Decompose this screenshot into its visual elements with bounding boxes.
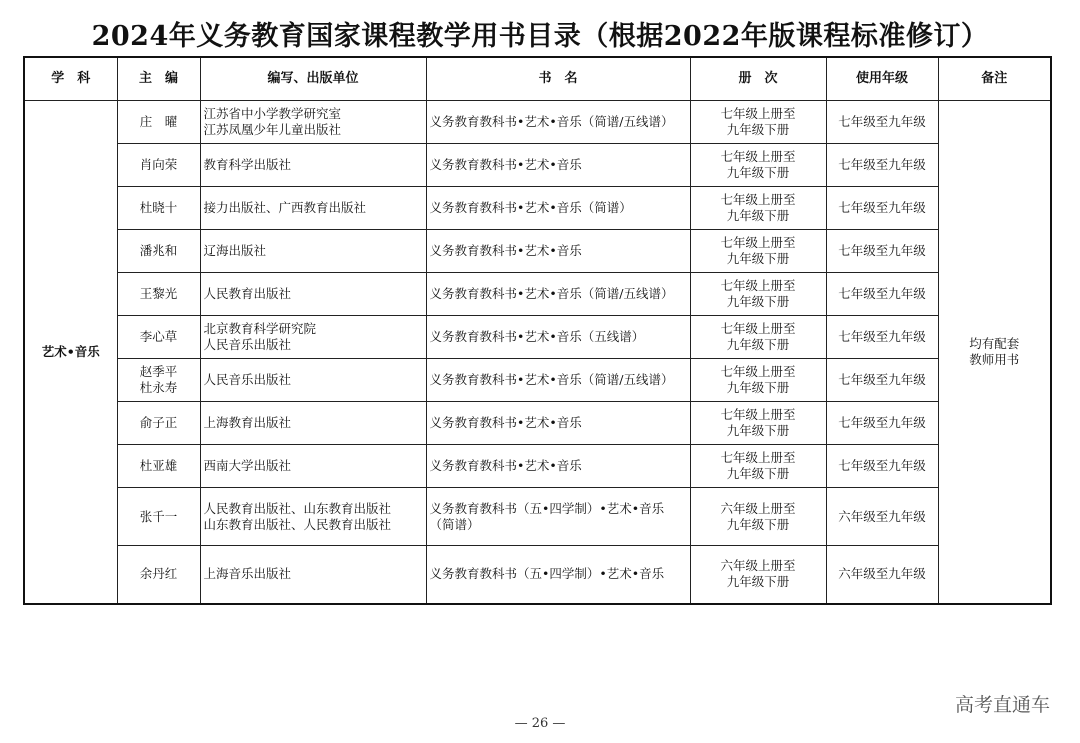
remark-cell: [938, 101, 1051, 604]
editor-cell: [117, 546, 200, 604]
grade-cell: 七年级至九年级: [826, 402, 938, 445]
publisher-cell: [200, 273, 426, 316]
watermark: 高考直通车: [954, 694, 1050, 716]
editor-name: 杜晓十: [139, 200, 178, 215]
book-title-cell: 义务教育教科书•艺术•音乐: [426, 402, 690, 445]
header-volume: 册 次: [690, 57, 826, 101]
volume-cell: [690, 402, 826, 445]
editor-cell: [117, 488, 200, 546]
table-row: [24, 144, 1051, 187]
volume-line: 七年级上册至: [720, 321, 796, 336]
volume-line: 七年级上册至: [720, 149, 796, 164]
volume-line: 九年级下册: [726, 423, 790, 438]
publisher-cell: [200, 402, 426, 445]
table-row: [24, 316, 1051, 359]
volume-line: 九年级下册: [726, 208, 790, 223]
book-title-cell: 义务教育教科书（五•四学制）•艺术•音乐: [426, 546, 690, 604]
volume-line: 九年级下册: [726, 466, 790, 481]
publisher-cell: [200, 144, 426, 187]
volume-line: 九年级下册: [726, 516, 790, 532]
publisher-name: 山东教育出版社、人民教育出版社: [203, 516, 392, 532]
grade-cell: 七年级至九年级: [826, 144, 938, 187]
grade-cell: 七年级至九年级: [826, 316, 938, 359]
volume-line: 七年级上册至: [720, 407, 796, 422]
editor-name: 李心草: [139, 329, 178, 344]
editor-name: 俞子正: [139, 415, 178, 430]
grade-cell: 七年级至九年级: [826, 359, 938, 402]
volume-cell: [690, 316, 826, 359]
editor-cell: [117, 359, 200, 402]
book-title-cell: 义务教育教科书（五•四学制）•艺术•音乐（简谱）: [426, 488, 690, 546]
header-grade: 使用年级: [826, 57, 938, 101]
book-title-cell: 义务教育教科书•艺术•音乐（简谱）: [426, 187, 690, 230]
publisher-name: 江苏凤凰少年儿童出版社: [203, 122, 342, 137]
editor-name: 余丹红: [139, 566, 178, 582]
publisher-name: 西南大学出版社: [203, 458, 292, 473]
volume-cell: [690, 187, 826, 230]
table-header-row: [24, 57, 1051, 101]
grade-cell: 七年级至九年级: [826, 230, 938, 273]
editor-cell: [117, 144, 200, 187]
book-title-cell: 义务教育教科书•艺术•音乐（简谱/五线谱）: [426, 359, 690, 402]
subject-cell: 艺术•音乐: [24, 101, 117, 604]
volume-cell: [690, 546, 826, 604]
book-title-cell: 义务教育教科书•艺术•音乐（简谱/五线谱）: [426, 101, 690, 144]
publisher-cell: [200, 316, 426, 359]
book-title-cell: 义务教育教科书•艺术•音乐（简谱/五线谱）: [426, 273, 690, 316]
editor-name: 王黎光: [139, 286, 178, 301]
volume-line: 七年级上册至: [720, 364, 796, 379]
volume-cell: [690, 230, 826, 273]
book-title-cell: 义务教育教科书•艺术•音乐: [426, 230, 690, 273]
volume-line: 九年级下册: [726, 122, 790, 137]
editor-name: 赵季平: [139, 364, 178, 379]
volume-cell: [690, 273, 826, 316]
header-publisher: 编写、出版单位: [200, 57, 426, 101]
volume-line: 九年级下册: [726, 294, 790, 309]
editor-cell: [117, 273, 200, 316]
remark-line: 均有配套: [969, 335, 1020, 351]
publisher-cell: [200, 488, 426, 546]
book-title-cell: 义务教育教科书•艺术•音乐: [426, 445, 690, 488]
publisher-name: 教育科学出版社: [203, 157, 292, 172]
grade-cell: 七年级至九年级: [826, 101, 938, 144]
volume-line: 九年级下册: [726, 574, 790, 590]
publisher-name: 上海教育出版社: [203, 415, 292, 430]
table-row: [24, 488, 1051, 546]
header-editor: 主 编: [117, 57, 200, 101]
volume-cell: [690, 488, 826, 546]
editor-cell: [117, 316, 200, 359]
volume-line: 九年级下册: [726, 165, 790, 180]
editor-name: 杜亚雄: [139, 458, 178, 473]
volume-line: 七年级上册至: [720, 192, 796, 207]
volume-line: 七年级上册至: [720, 106, 796, 121]
editor-cell: [117, 445, 200, 488]
publisher-cell: [200, 101, 426, 144]
page-title: 2024年义务教育国家课程教学用书目录（根据2022年版课程标准修订）: [91, 21, 989, 52]
table-row: [24, 101, 1051, 144]
header-remark: 备注: [938, 57, 1051, 101]
table-row: [24, 230, 1051, 273]
editor-name: 张千一: [139, 508, 178, 524]
editor-cell: [117, 101, 200, 144]
table-row: [24, 546, 1051, 604]
editor-name: 杜永寿: [139, 380, 178, 395]
book-title-cell: 义务教育教科书•艺术•音乐: [426, 144, 690, 187]
volume-cell: [690, 144, 826, 187]
table-body: [24, 101, 1051, 604]
publisher-name: 人民教育出版社、山东教育出版社: [203, 500, 392, 516]
grade-cell: 七年级至九年级: [826, 187, 938, 230]
table-row: [24, 187, 1051, 230]
volume-line: 九年级下册: [726, 337, 790, 352]
textbook-catalog-table: [23, 56, 1052, 605]
table-row: [24, 445, 1051, 488]
header-subject: 学 科: [24, 57, 117, 101]
editor-name: 潘兆和: [139, 243, 178, 258]
editor-cell: [117, 230, 200, 273]
volume-cell: [690, 359, 826, 402]
publisher-cell: [200, 445, 426, 488]
table-row: [24, 402, 1051, 445]
volume-line: 六年级上册至: [720, 500, 796, 516]
table-row: [24, 273, 1051, 316]
grade-cell: 七年级至九年级: [826, 445, 938, 488]
volume-line: 七年级上册至: [720, 278, 796, 293]
publisher-name: 人民音乐出版社: [203, 337, 292, 352]
grade-cell: 六年级至九年级: [826, 546, 938, 604]
publisher-cell: [200, 546, 426, 604]
editor-name: 肖向荣: [139, 157, 178, 172]
publisher-name: 人民音乐出版社: [203, 372, 292, 387]
page-number: — 26 —: [514, 716, 566, 731]
volume-line: 六年级上册至: [720, 558, 796, 574]
publisher-name: 上海音乐出版社: [203, 566, 292, 582]
grade-cell: 七年级至九年级: [826, 273, 938, 316]
publisher-cell: [200, 230, 426, 273]
volume-line: 七年级上册至: [720, 235, 796, 250]
editor-name: 庄 曜: [139, 114, 178, 129]
table-row: [24, 359, 1051, 402]
remark-line: 教师用书: [969, 351, 1020, 367]
volume-line: 七年级上册至: [720, 450, 796, 465]
publisher-name: 北京教育科学研究院: [203, 321, 317, 336]
publisher-name: 人民教育出版社: [203, 286, 292, 301]
grade-cell: 六年级至九年级: [826, 488, 938, 546]
publisher-name: 接力出版社、广西教育出版社: [203, 200, 367, 215]
volume-line: 九年级下册: [726, 380, 790, 395]
volume-cell: [690, 445, 826, 488]
publisher-name: 江苏省中小学教学研究室: [203, 106, 342, 121]
volume-line: 九年级下册: [726, 251, 790, 266]
header-book-title: 书 名: [426, 57, 690, 101]
editor-cell: [117, 187, 200, 230]
publisher-cell: [200, 359, 426, 402]
publisher-name: 辽海出版社: [203, 243, 267, 258]
book-title-cell: 义务教育教科书•艺术•音乐（五线谱）: [426, 316, 690, 359]
volume-cell: [690, 101, 826, 144]
publisher-cell: [200, 187, 426, 230]
editor-cell: [117, 402, 200, 445]
